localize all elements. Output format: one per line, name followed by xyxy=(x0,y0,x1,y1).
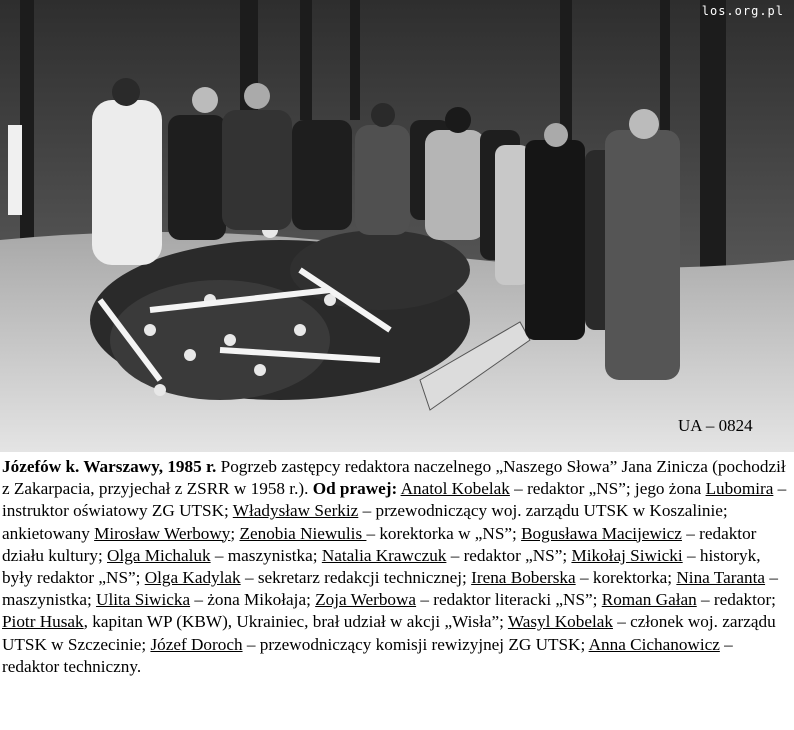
person-name: Zenobia Niewulis xyxy=(239,523,367,543)
person-name: Anatol Kobelak xyxy=(400,479,510,499)
person-desc: – redaktor „NS”; xyxy=(446,545,572,565)
person-desc: – redaktor „NS”; jego żona xyxy=(509,479,706,499)
person-desc: – instruktor oświatowy ZG UTSK; xyxy=(2,479,787,521)
person-name: Anna Cichanowicz xyxy=(588,634,720,654)
person-desc: – maszynistka; xyxy=(2,568,778,610)
person-name: Ulita Siwicka xyxy=(96,590,191,610)
person-desc: – historyk, były redaktor „NS”; xyxy=(2,545,761,588)
person-desc: ; xyxy=(230,523,240,543)
left-grave-marker xyxy=(8,125,22,215)
person-name: Natalia Krawczuk xyxy=(321,545,447,565)
person-desc: – maszynistka; xyxy=(210,545,322,565)
person-desc: – sekretarz redakcji technicznej; xyxy=(240,568,472,588)
person-desc: – przewodniczący komisji rewizyjnej ZG UTSK; xyxy=(242,634,589,654)
person-name: Zoja Werbowa xyxy=(315,590,417,610)
person-name: Nina Taranta xyxy=(676,568,766,588)
person-desc: – korektorka; xyxy=(575,568,677,588)
person-name: Bogusława Macijewicz xyxy=(521,523,682,543)
person-desc: , kapitan WP (KBW), Ukrainiec, brał udział w akcji „Wisła”; xyxy=(83,612,508,632)
caption-intro: Pogrzeb zastępcy redaktora naczelnego „Naszego Słowa” Jana Zinicza (pochodził z Zakarpacia, przyjechał z ZSRR w 1958 r.). xyxy=(2,457,786,499)
archive-id: UA – 0824 xyxy=(678,416,753,435)
person-name: Piotr Husak xyxy=(2,612,84,632)
person-name: Władysław Serkiz xyxy=(232,501,359,521)
person-name: Irena Boberska xyxy=(471,568,576,588)
person-name: Lubomira xyxy=(705,479,774,499)
person-name: Olga Michaluk xyxy=(107,545,211,565)
caption-od-prawej: Od prawej: xyxy=(312,479,398,499)
photo-caption xyxy=(2,456,792,678)
person-desc: – redaktor literacki „NS”; xyxy=(416,590,602,610)
person-desc: – redaktor techniczny. xyxy=(2,634,733,676)
person-name: Mirosław Werbowy xyxy=(94,523,231,543)
person-name: Mikołaj Siwicki xyxy=(571,545,683,565)
watermark: los.org.pl xyxy=(701,4,784,18)
person-desc: – redaktor; xyxy=(696,590,776,610)
person-name: Roman Gałan xyxy=(601,590,697,610)
person-name: Wasyl Kobelak xyxy=(507,612,613,632)
person-name: Olga Kadylak xyxy=(144,568,241,588)
person-desc: – redaktor działu kultury; xyxy=(2,523,757,565)
person-desc: – korektorka w „NS”; xyxy=(366,523,522,543)
caption-place-date: Józefów k. Warszawy, 1985 r. xyxy=(2,457,217,476)
people-list xyxy=(2,479,786,676)
person-desc: – członek woj. zarządu UTSK w Szczecinie; xyxy=(2,612,776,654)
person-name: Józef Doroch xyxy=(150,634,243,654)
person-desc: – przewodniczący woj. zarządu UTSK w Koszalinie; ankietowany xyxy=(2,501,728,543)
person-desc: – żona Mikołaja; xyxy=(190,590,316,610)
